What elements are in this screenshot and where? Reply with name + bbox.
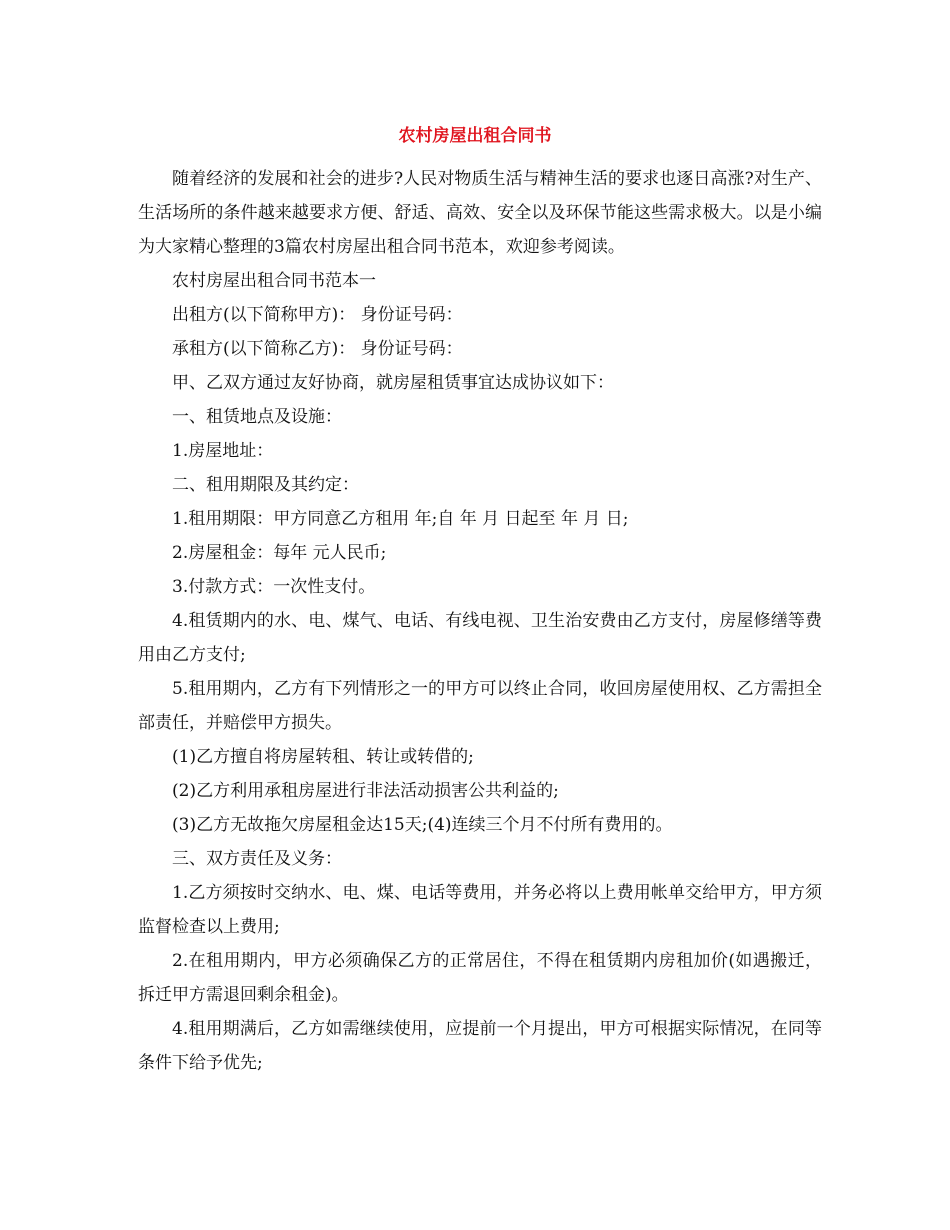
paragraph-clause-1: (1)乙方擅自将房屋转租、转让或转借的; <box>172 747 474 767</box>
paragraph-agreement: 甲、乙双方通过友好协商，就房屋租赁事宜达成协议如下： <box>172 373 614 393</box>
paragraph-clause-2: (2)乙方利用承租房屋进行非法活动损害公共利益的; <box>172 781 559 801</box>
paragraph-lessor: 出租方(以下简称甲方)： 身份证号码： <box>172 305 463 325</box>
paragraph-payment: 3.付款方式：一次性支付。 <box>172 577 376 597</box>
paragraph-template-heading: 农村房屋出租合同书范本一 <box>172 271 376 291</box>
paragraph-section-3: 三、双方责任及义务： <box>172 849 342 869</box>
paragraph-clause-3-4: (3)乙方无故拖欠房屋租金达15天;(4)连续三个月不付所有费用的。 <box>172 815 673 835</box>
paragraph-duty-1: 1.乙方须按时交纳水、电、煤、电话等费用，并务必将以上费用帐单交给甲方，甲方须监督检查以上费用; <box>138 883 822 937</box>
document-body <box>138 162 822 1080</box>
paragraph-duty-2: 2.在租用期内，甲方必须确保乙方的正常居住，不得在租赁期内房租加价(如遇搬迁，拆迁甲方需退回剩余租金)。 <box>138 951 822 1005</box>
paragraph-address: 1.房屋地址： <box>172 441 274 461</box>
document-title: 农村房屋出租合同书 <box>398 126 552 146</box>
paragraph-utilities: 4.租赁期内的水、电、煤气、电话、有线电视、卫生治安费由乙方支付，房屋修缮等费用由乙方支付; <box>138 611 822 665</box>
paragraph-intro: 随着经济的发展和社会的进步?人民对物质生活与精神生活的要求也逐日高涨?对生产、生活场所的条件越来越要求方便、舒适、高效、安全以及环保节能这些需求极大。以是小编为大家精心整理的3篇农村房屋出租合同书范本，欢迎参考阅读。 <box>138 169 822 257</box>
paragraph-section-2: 二、租用期限及其约定： <box>172 475 359 495</box>
paragraph-rent: 2.房屋租金：每年 元人民币; <box>172 543 387 563</box>
paragraph-section-1: 一、租赁地点及设施： <box>172 407 342 427</box>
paragraph-termination: 5.租用期内，乙方有下列情形之一的甲方可以终止合同，收回房屋使用权、乙方需担全部责任，并赔偿甲方损失。 <box>138 679 822 733</box>
paragraph-lessee: 承租方(以下简称乙方)： 身份证号码： <box>172 339 463 359</box>
paragraph-term: 1.租用期限：甲方同意乙方租用 年;自 年 月 日起至 年 月 日; <box>172 509 629 529</box>
paragraph-duty-4: 4.租用期满后，乙方如需继续使用，应提前一个月提出，甲方可根据实际情况，在同等条件下给予优先; <box>138 1019 822 1073</box>
